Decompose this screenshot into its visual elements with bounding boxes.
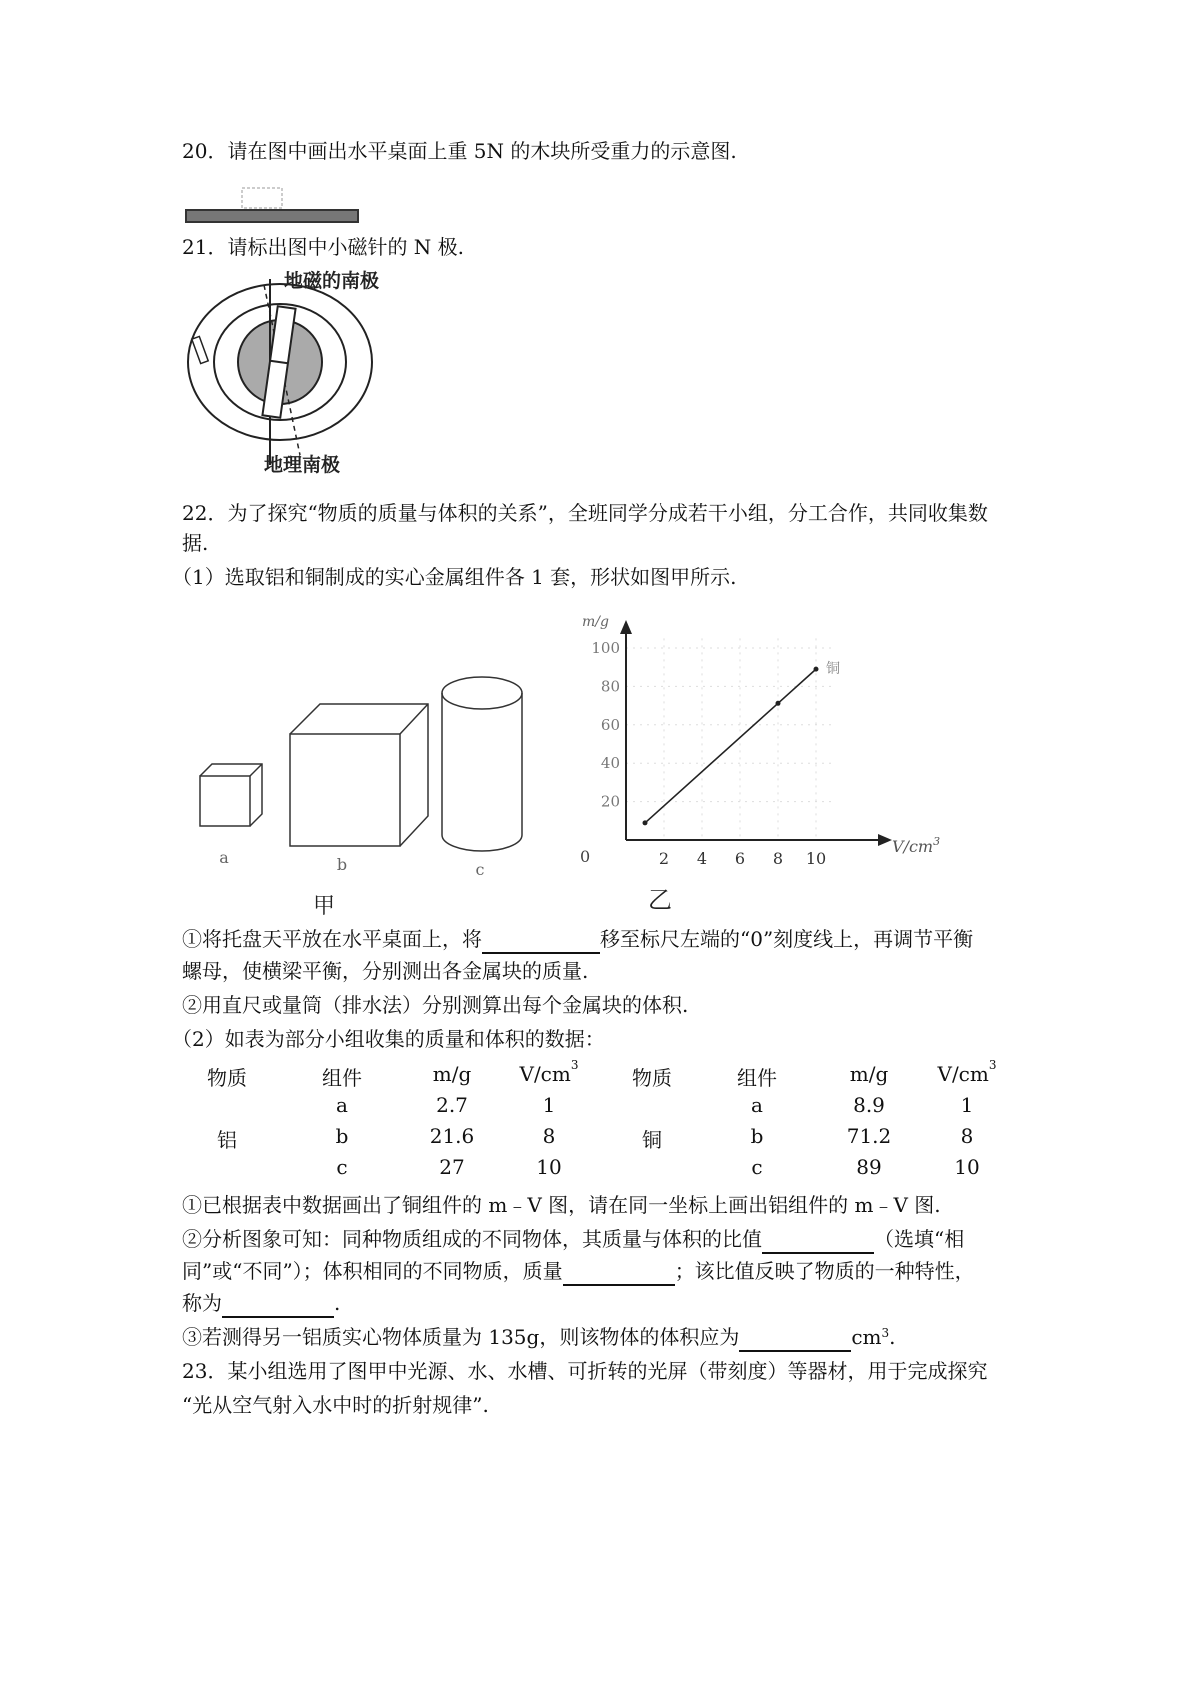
table-cell: 89	[856, 1155, 882, 1179]
chart-m-v	[580, 612, 996, 942]
y-tick-label: 60	[600, 715, 620, 734]
table-cell: 1	[542, 1093, 556, 1117]
wood-block	[242, 188, 282, 208]
x-tick-label: 8	[772, 849, 784, 868]
table-cell: 21.6	[429, 1124, 475, 1148]
y-tick-label: 80	[600, 677, 620, 696]
table-cell: 铝	[217, 1128, 237, 1152]
table-cell: c	[336, 1155, 348, 1179]
table-surface	[186, 210, 358, 222]
table-cell: 10	[954, 1155, 980, 1179]
series-label: 铜	[826, 661, 840, 678]
y-axis-arrow	[620, 620, 632, 634]
table-row	[182, 1093, 1032, 1124]
table-cell: 铜	[642, 1128, 662, 1152]
th-substance-2: 物质	[632, 1066, 672, 1090]
table-cell: 2.7	[436, 1093, 468, 1117]
data-table	[182, 1058, 1032, 1186]
q20-text: 20．请在图中画出水平桌面上重 5N 的木块所受重力的示意图.	[182, 139, 737, 163]
q23-line2: “光从空气射入水中时的折射规律”.	[182, 1393, 489, 1417]
table-cell: a	[751, 1093, 763, 1117]
q21-figure	[182, 270, 442, 476]
q22-part2: （2）如表为部分小组收集的质量和体积的数据：	[172, 1027, 605, 1051]
analysis-2: ②分析图象可知：同种物质组成的不同物体，其质量与体积的比值 （选填“相	[182, 1224, 964, 1254]
table-header-row	[182, 1058, 1032, 1093]
data-point	[814, 667, 819, 672]
th-mass-2: m/g	[849, 1062, 889, 1086]
label-c: c	[475, 860, 485, 879]
q22-intro-line2: 据.	[182, 531, 209, 555]
th-component-2: 组件	[737, 1066, 777, 1090]
table-cell: 8	[542, 1124, 556, 1148]
step1-line1: ①将托盘天平放在水平桌面上，将 移至标尺左端的“0”刻度线上，再调节平衡	[182, 924, 973, 954]
th-component: 组件	[322, 1066, 362, 1090]
data-point	[643, 820, 648, 825]
data-point	[776, 701, 781, 706]
x-tick-label: 10	[805, 849, 827, 868]
x-tick-label: 4	[696, 849, 708, 868]
x-axis-arrow	[878, 834, 892, 846]
y-tick-label: 100	[591, 639, 620, 657]
small-compass-needle	[192, 336, 208, 363]
blank-ratio[interactable]	[762, 1230, 874, 1254]
x-tick-label: 2	[658, 849, 670, 868]
blank-mass[interactable]	[563, 1262, 675, 1286]
label-b: b	[336, 855, 348, 874]
table-cell: 71.2	[846, 1124, 892, 1148]
step2: ②用直尺或量筒（排水法）分别测算出每个金属块的体积.	[182, 993, 689, 1017]
table-row	[182, 1124, 1032, 1155]
th-substance: 物质	[207, 1066, 247, 1090]
table-cell: 27	[439, 1155, 465, 1179]
table-cell: 10	[536, 1155, 562, 1179]
blank-property[interactable]	[222, 1294, 334, 1318]
blank-volume[interactable]	[739, 1328, 851, 1352]
q20-figure	[182, 184, 362, 234]
q23-line1: 23．某小组选用了图甲中光源、水、水槽、可折转的光屏（带刻度）等器材，用于完成探究	[182, 1359, 988, 1383]
q22-intro-line1: 22．为了探究“物质的质量与体积的关系”，全班同学分成若干小组，分工合作，共同收集数	[182, 501, 988, 525]
analysis-4: 称为 .	[182, 1288, 340, 1318]
th-mass: m/g	[432, 1062, 472, 1086]
x-axis-label: $V/cm^3$	[892, 835, 941, 856]
q21-text: 21．请标出图中小磁针的 N 极.	[182, 235, 465, 259]
table-cell: 8.9	[853, 1093, 885, 1117]
origin-label: 0	[580, 847, 591, 866]
step1-line2: 螺母，使横梁平衡，分别测出各金属块的质量.	[182, 959, 589, 983]
analysis-5: ③若测得另一铝质实心物体质量为 135g，则该物体的体积应为 $cm^3$.	[182, 1322, 896, 1352]
table-cell: 8	[960, 1124, 974, 1148]
x-tick-label: 6	[734, 849, 746, 868]
y-tick-label: 40	[600, 754, 620, 773]
cube-b	[290, 704, 428, 846]
y-tick-label: 20	[600, 792, 620, 811]
figure-jia	[182, 655, 582, 925]
cube-a	[200, 764, 262, 826]
blank-balance-part[interactable]	[482, 930, 600, 954]
label-geomagnetic-south: 地磁的南极	[284, 270, 380, 292]
y-axis-label: m/g	[582, 614, 609, 630]
series-line-copper	[645, 669, 816, 823]
q22-part1: （1）选取铝和铜制成的实心金属组件各 1 套，形状如图甲所示.	[172, 565, 737, 589]
label-geographic-south: 地理南极	[264, 454, 341, 476]
caption-jia: 甲	[312, 894, 336, 919]
th-volume-2: $V/cm^3$	[937, 1058, 997, 1086]
analysis-1: ①已根据表中数据画出了铜组件的 m﹣V 图，请在同一坐标上画出铝组件的 m﹣V 图.	[182, 1193, 941, 1217]
table-cell: b	[750, 1124, 764, 1148]
label-a: a	[219, 848, 229, 867]
table-cell: 1	[960, 1093, 974, 1117]
cylinder-c	[442, 677, 522, 851]
th-volume: $V/cm^3$	[519, 1058, 579, 1086]
caption-yi: 乙	[648, 886, 672, 914]
table-cell: b	[335, 1124, 349, 1148]
table-row	[182, 1155, 1032, 1186]
table-cell: a	[336, 1093, 348, 1117]
table-cell: c	[751, 1155, 763, 1179]
analysis-3: 同”或“不同”）；体积相同的不同物质，质量 ；该比值反映了物质的一种特性，	[182, 1256, 975, 1286]
